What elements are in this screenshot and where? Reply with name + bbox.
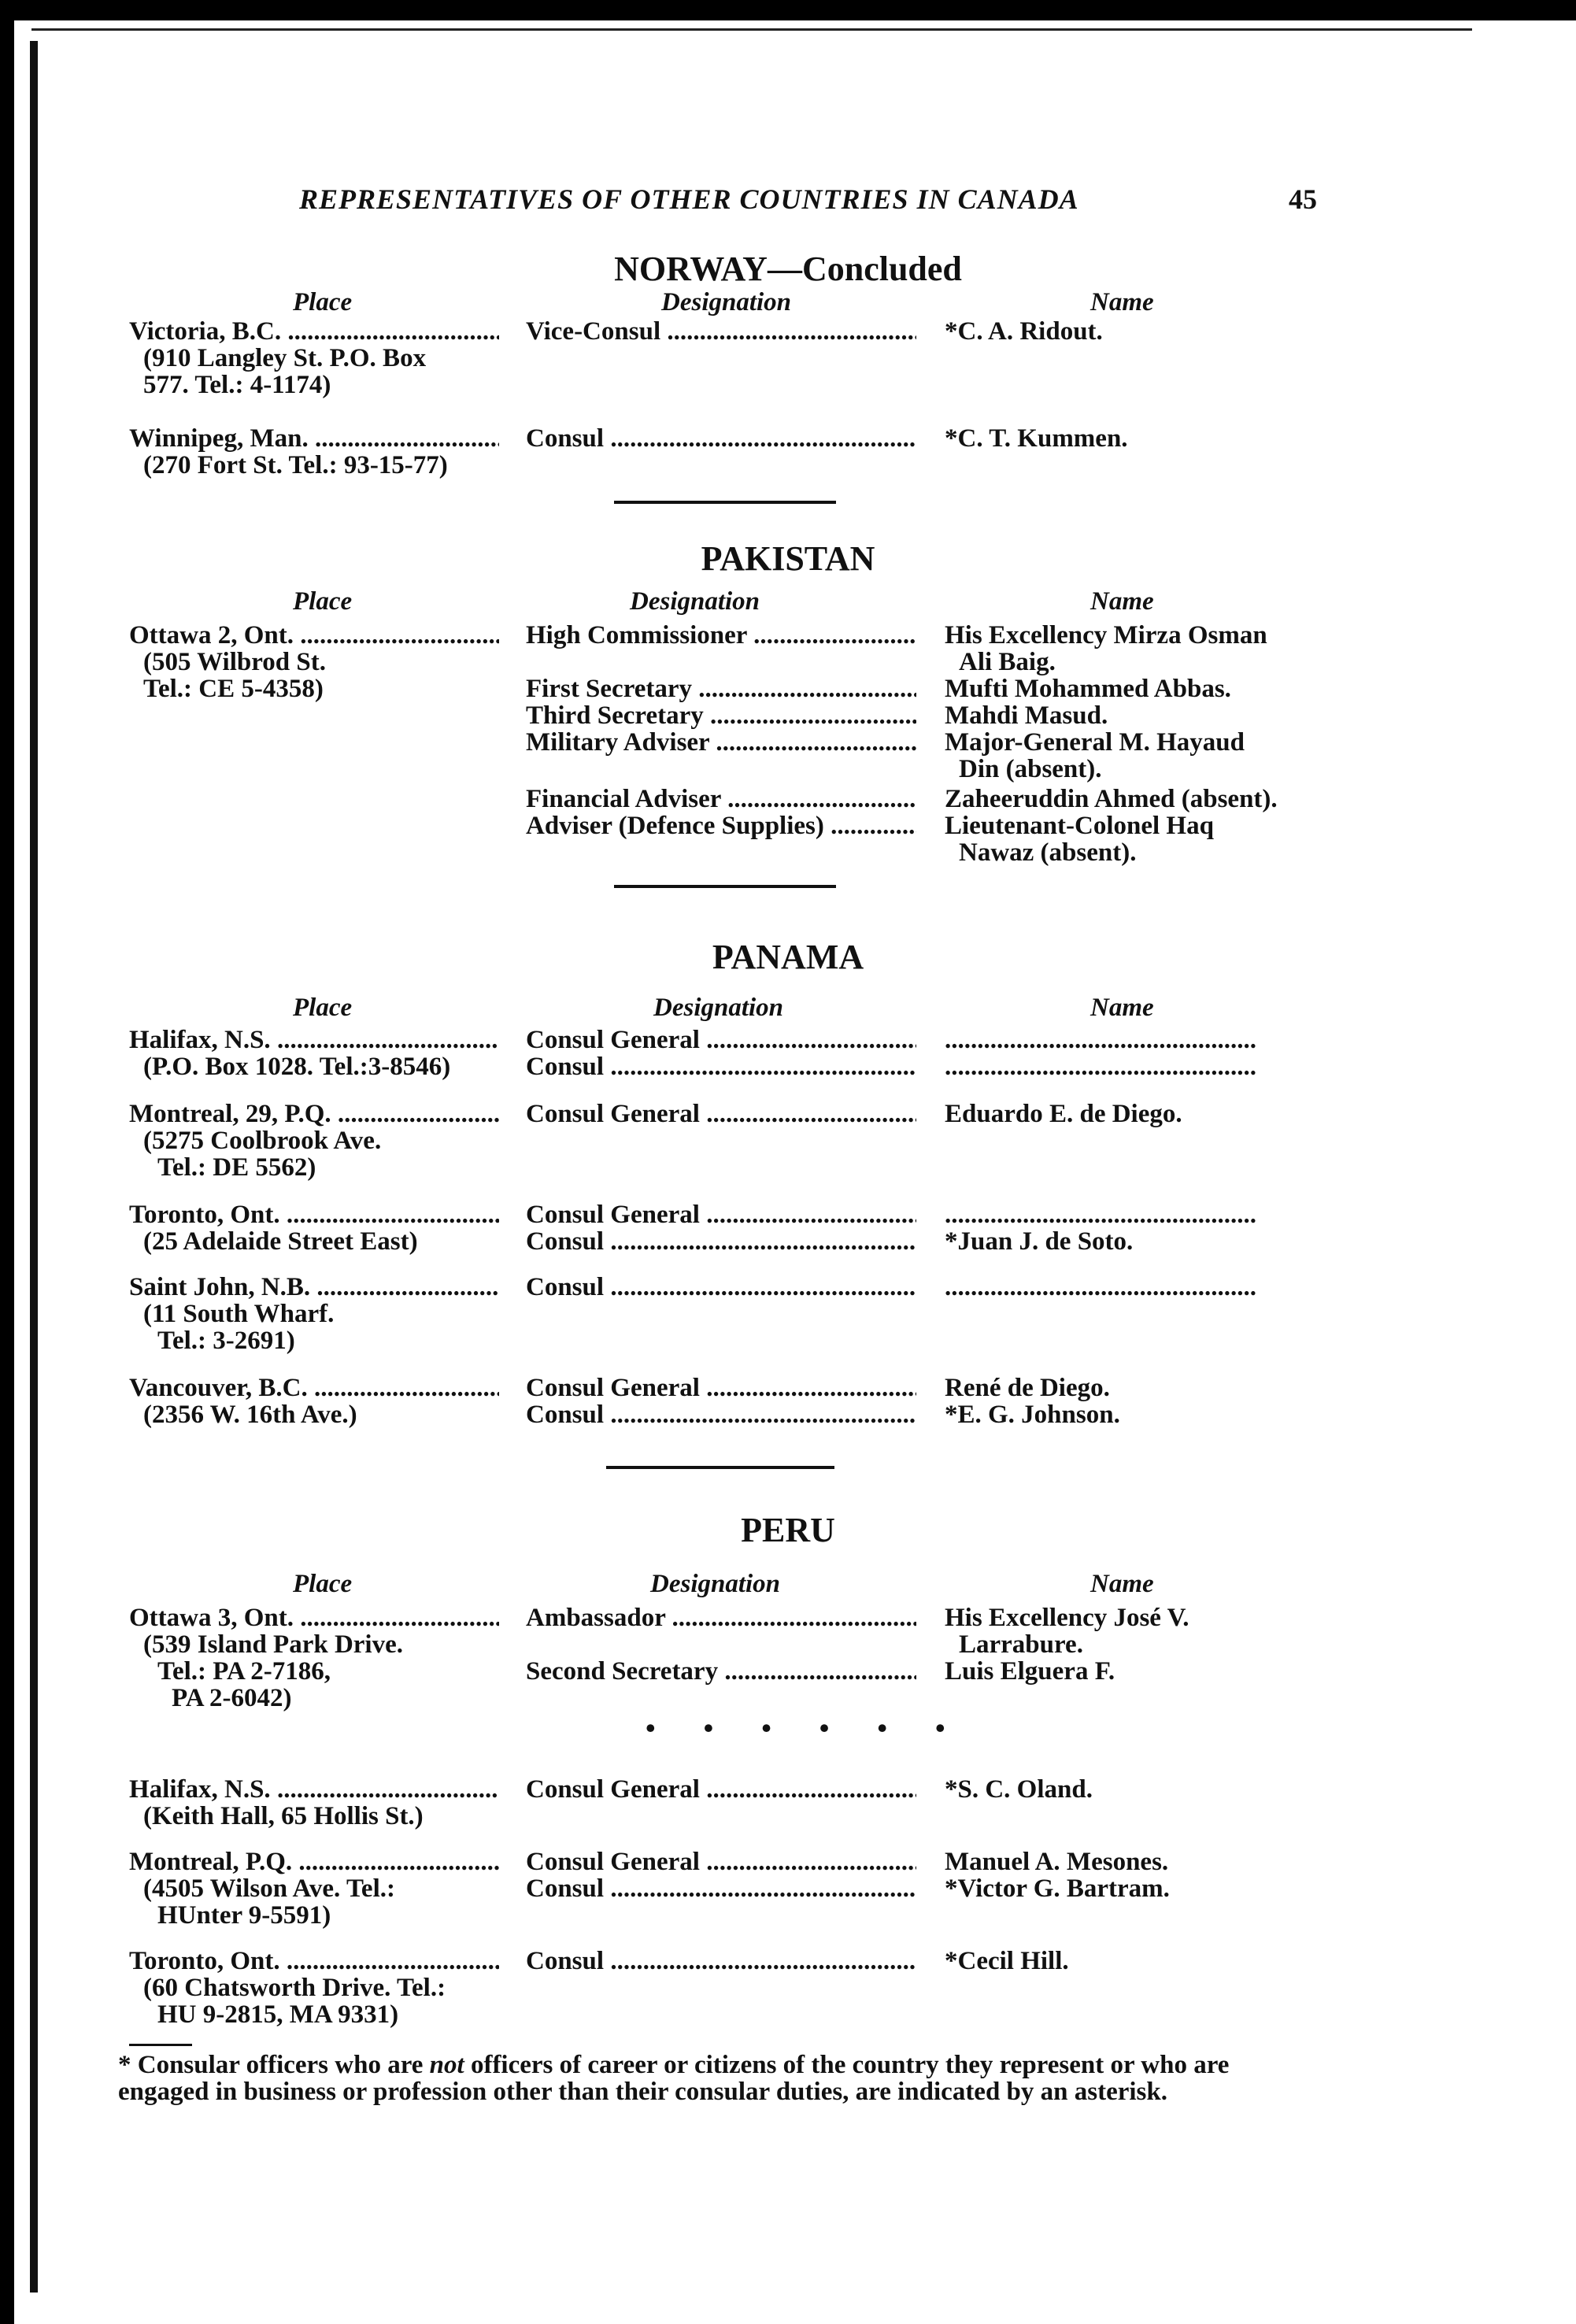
scan-border-left (0, 0, 14, 2324)
column-header-place: Place (293, 994, 353, 1022)
place-cell: Winnipeg, Man. ..... (270 Fort St. Tel.: 93-15-77) (129, 425, 499, 479)
column-header-name: Name (1090, 587, 1154, 616)
column-header-place: Place (293, 587, 353, 616)
footnote-emphasis: not (429, 2051, 464, 2079)
section-title-panama: PANAMA (712, 938, 864, 976)
section-title-norway: NORWAY—Concluded (614, 250, 962, 288)
name-cell: *C. T. Kummen. (945, 425, 1128, 452)
section-divider (606, 1466, 834, 1469)
column-header-place: Place (293, 1570, 353, 1598)
designation-cell: Consul ..... (526, 425, 916, 452)
column-header-name: Name (1090, 288, 1154, 316)
place-cell: Ottawa 2, Ont. ..... (505 Wilbrod St. Tel.: CE 5-4358) (129, 622, 499, 702)
column-header-name: Name (1090, 994, 1154, 1022)
separator-bullets: • • • • • • (646, 1712, 966, 1744)
section-title-pakistan: PAKISTAN (701, 539, 875, 578)
column-header-designation: Designation (661, 288, 792, 316)
place-cell: Victoria, B.C. ..... (910 Langley St. P.O. Box 577. Tel.: 4-1174) (129, 318, 499, 398)
scan-border-top (0, 0, 1576, 20)
footnote-rule (129, 2044, 192, 2046)
column-header-place: Place (293, 288, 353, 316)
scan-line (31, 28, 1472, 31)
page-number: 45 (1289, 183, 1317, 215)
column-header-designation: Designation (650, 1570, 781, 1598)
section-divider (614, 885, 836, 888)
column-header-name: Name (1090, 1570, 1154, 1598)
binding-shadow (30, 41, 38, 2293)
column-header-designation: Designation (653, 994, 784, 1022)
footnote: * Consular officers who are not officers of career or citizens of the country they represent or who are engaged in business or profession other than their consular duties, are indicated by an asterisk. (118, 2051, 1230, 2106)
name-cell: *C. A. Ridout. (945, 318, 1103, 345)
section-title-peru: PERU (741, 1511, 835, 1549)
column-header-designation: Designation (630, 587, 760, 616)
section-divider (614, 501, 836, 504)
running-header: REPRESENTATIVES OF OTHER COUNTRIES IN CANADA (299, 183, 1079, 215)
designation-cell: Vice-Consul ..... (526, 318, 916, 345)
